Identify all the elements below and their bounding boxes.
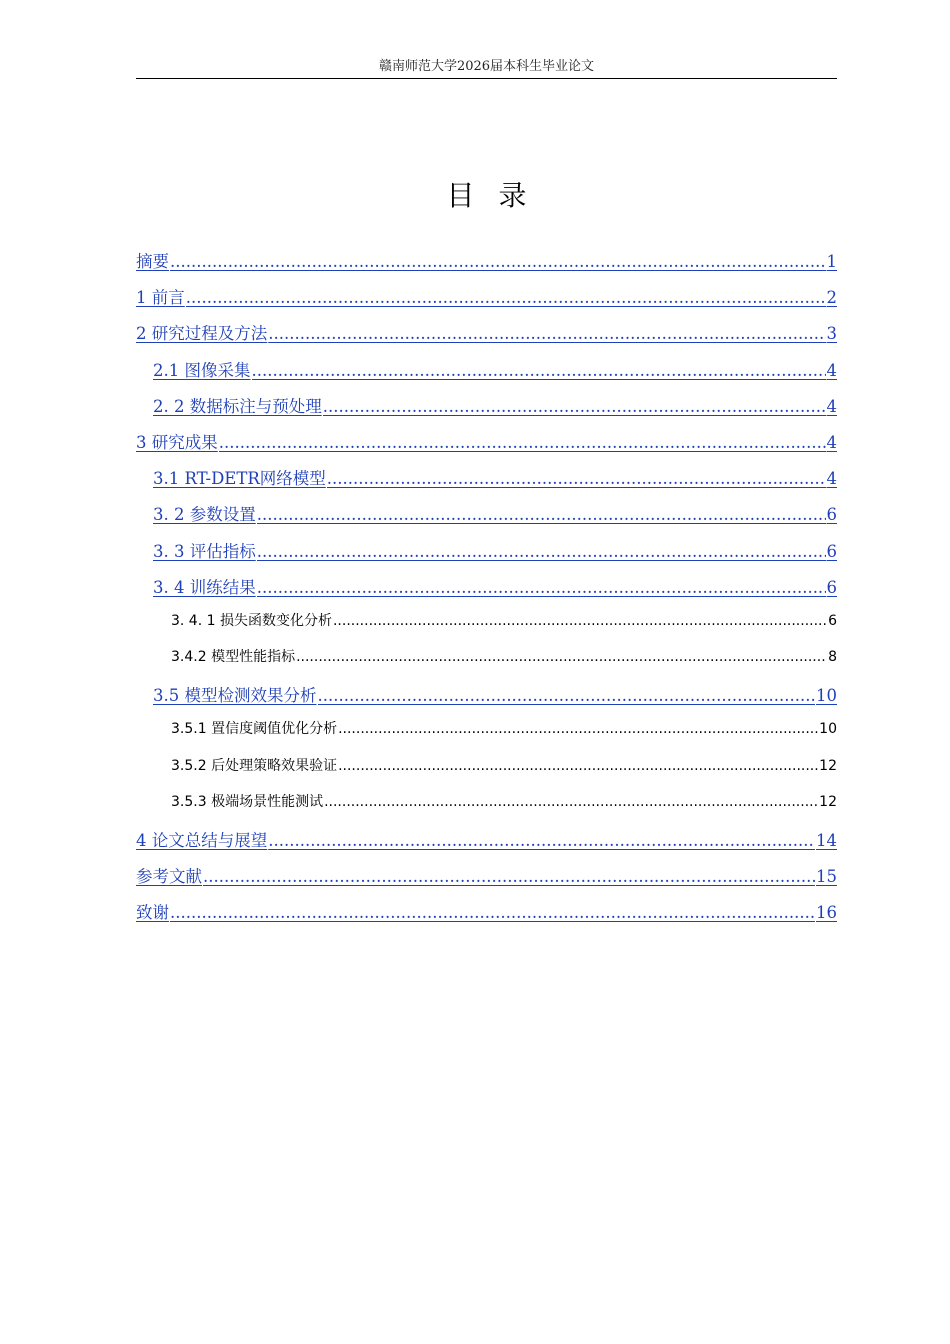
dot-leader	[338, 721, 818, 737]
toc-entry-label: 1 前言	[136, 288, 185, 308]
dot-leader	[257, 542, 826, 561]
dot-leader	[170, 903, 815, 922]
toc-entry-conclusion[interactable]	[136, 819, 837, 855]
toc-entry-page: 2	[826, 288, 837, 308]
toc-entry-label: 3.5.3 极端场景性能测试	[171, 793, 324, 810]
toc-entry-references[interactable]	[136, 855, 837, 891]
toc-entry-label: 3.5 模型检测效果分析	[153, 686, 317, 706]
dot-leader	[257, 505, 826, 524]
toc-entry-postprocessing[interactable]	[136, 747, 837, 783]
toc-entry-preface[interactable]	[136, 276, 837, 312]
toc-entry-detection-analysis[interactable]	[136, 674, 837, 710]
toc-entry-parameters[interactable]	[136, 493, 837, 529]
toc-entry-label: 4 论文总结与展望	[136, 831, 268, 850]
table-of-contents	[136, 240, 837, 928]
toc-entry-threshold-optimization[interactable]	[136, 710, 837, 746]
dot-leader	[257, 578, 826, 597]
toc-entry-page: 6	[826, 505, 837, 525]
toc-entry-page: 12	[819, 757, 837, 774]
dot-leader	[296, 649, 827, 665]
toc-entry-rtdetr-model[interactable]	[136, 457, 837, 493]
dot-leader	[327, 469, 826, 488]
toc-entry-image-collection[interactable]	[136, 349, 837, 385]
toc-entry-page: 4	[826, 360, 837, 380]
toc-entry-label: 3. 3 评估指标	[153, 541, 256, 561]
toc-entry-page: 6	[828, 612, 837, 629]
toc-entry-label: 摘要	[136, 252, 169, 271]
toc-entry-metrics[interactable]	[136, 530, 837, 566]
dot-leader	[268, 831, 815, 850]
toc-entry-label: 3.4.2 模型性能指标	[171, 649, 296, 666]
toc-entry-page: 10	[816, 686, 837, 706]
toc-entry-page: 3	[826, 324, 837, 344]
toc-entry-label: 3.5.1 置信度阈值优化分析	[171, 721, 338, 738]
toc-entry-page: 16	[816, 903, 837, 923]
dot-leader	[203, 867, 815, 886]
running-title: 赣南师范大学2026届本科生毕业论文	[378, 59, 595, 74]
toc-entry-page: 8	[828, 649, 837, 666]
dot-leader	[170, 252, 826, 271]
toc-entry-label: 3.1 RT-DETR网络模型	[153, 469, 326, 489]
toc-entry-page: 4	[826, 469, 837, 489]
toc-entry-acknowledgements[interactable]	[136, 891, 837, 927]
toc-entry-loss-analysis[interactable]	[136, 602, 837, 638]
toc-entry-label: 3.5.2 后处理策略效果验证	[171, 757, 338, 774]
dot-leader	[268, 324, 825, 343]
toc-entry-page: 6	[826, 541, 837, 561]
toc-entry-label: 3. 2 参数设置	[153, 505, 256, 525]
toc-entry-performance-metrics[interactable]	[136, 638, 837, 674]
toc-entry-label: 2. 2 数据标注与预处理	[153, 396, 322, 416]
toc-entry-page: 4	[826, 396, 837, 416]
toc-entry-label: 2.1 图像采集	[153, 360, 251, 380]
page-header	[136, 58, 837, 79]
toc-entry-label: 致谢	[136, 903, 169, 923]
toc-entry-annotation[interactable]	[136, 385, 837, 421]
toc-title: 目录	[446, 179, 551, 212]
toc-entry-page: 12	[819, 793, 837, 810]
dot-leader	[186, 288, 826, 307]
toc-entry-page: 15	[816, 867, 837, 887]
toc-entry-label: 3. 4. 1 损失函数变化分析	[171, 612, 332, 629]
toc-entry-page: 14	[816, 831, 837, 850]
toc-entry-label: 参考文献	[136, 867, 202, 887]
toc-entry-methods[interactable]	[136, 312, 837, 348]
toc-entry-extreme-scenarios[interactable]	[136, 783, 837, 819]
toc-entry-page: 4	[826, 432, 837, 452]
dot-leader	[338, 758, 818, 774]
dot-leader	[252, 361, 826, 380]
dot-leader	[333, 613, 827, 629]
toc-entry-label: 3. 4 训练结果	[153, 577, 256, 597]
dot-leader	[323, 397, 826, 416]
toc-entry-results[interactable]	[136, 421, 837, 457]
toc-entry-page: 10	[819, 721, 837, 738]
dot-leader	[324, 794, 818, 810]
toc-entry-label: 2 研究过程及方法	[136, 324, 268, 344]
dot-leader	[219, 433, 826, 452]
toc-entry-label: 3 研究成果	[136, 432, 218, 452]
toc-entry-abstract[interactable]	[136, 240, 837, 276]
dot-leader	[318, 686, 816, 705]
toc-entry-page: 6	[826, 577, 837, 597]
toc-entry-page: 1	[826, 252, 837, 271]
toc-entry-training-results[interactable]	[136, 566, 837, 602]
